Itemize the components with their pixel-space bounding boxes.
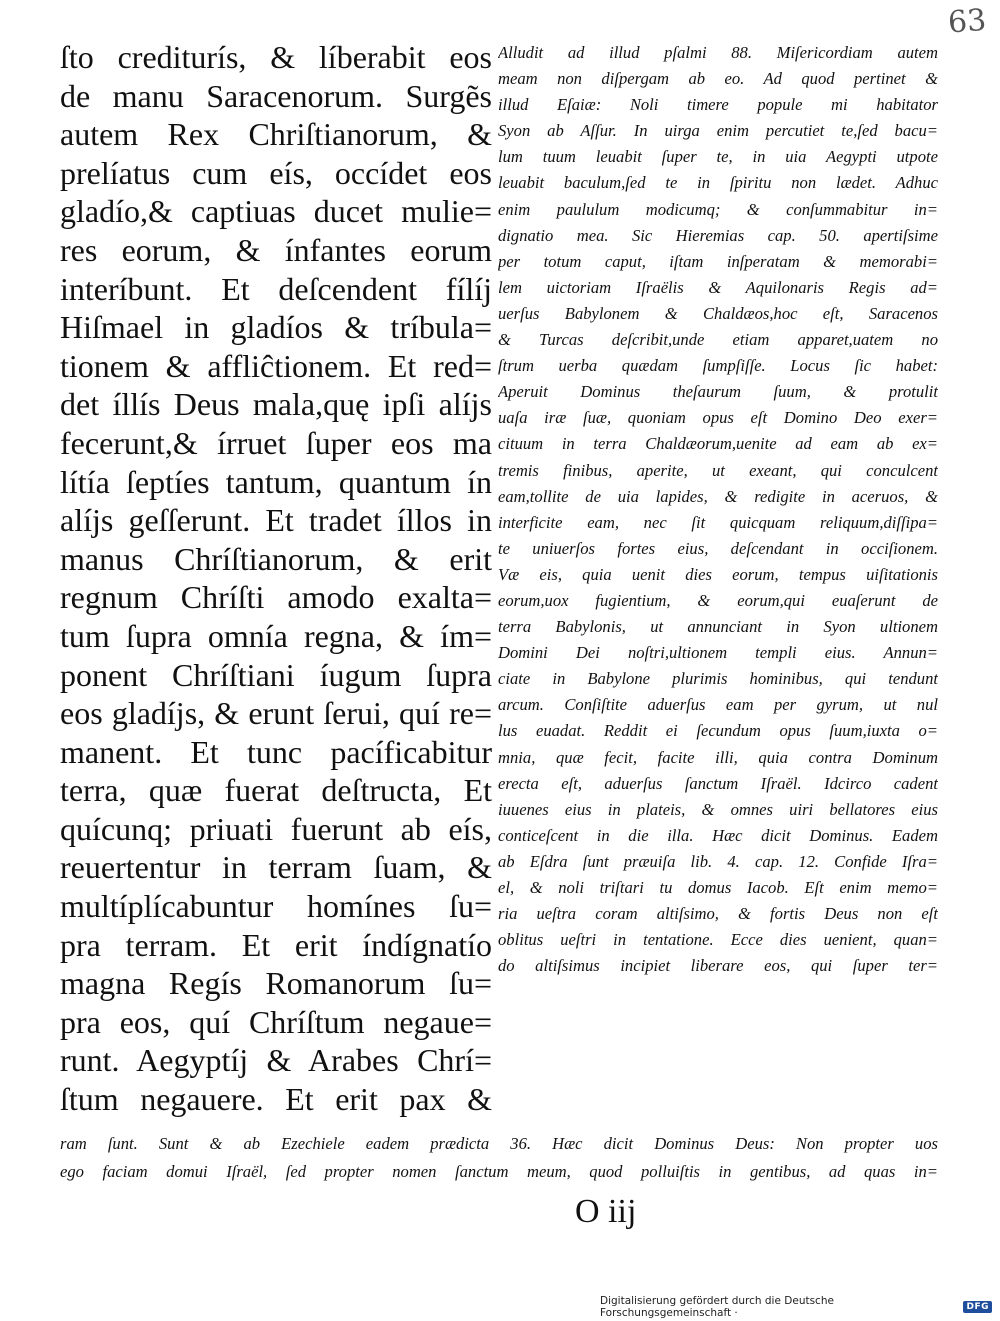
left-column-line: prelíatus cum eís, occídet eos [60,154,492,191]
left-column-line: autem Rex Chriſtianorum, & [60,116,492,153]
page-folio: 63 [946,2,988,41]
left-column-line: terra, quæ fuerat deſtructa, Et [60,772,492,809]
right-column-line: mnia, quæ fecit, facite illi, quia contra Dominum [498,747,938,767]
right-column-line: ciate in Babylone plurimis hominibus, qui tendunt [498,669,938,689]
right-column-line: dignatio mea. Sic Hieremias cap. 50. apertiſsime [498,225,938,245]
left-column-line: Hiſmael in gladíos & tríbula= [60,309,492,346]
dfg-logo-icon: DFG [963,1301,992,1313]
left-column-line: pra terram. Et erit índígnatío [60,926,492,963]
right-column-line: Alludit ad illud pſalmi 88. Miſericordiam autem [498,43,938,62]
left-column-line: ſtum negauere. Et erit pax & [60,1081,492,1118]
left-column-line: gladío,& captiuas ducet mulie= [60,193,492,230]
left-column-line: reuertentur in terram ſuam, & [60,849,492,886]
right-column-line: illud Eſaiæ: Noli timere popule mi habitator [498,95,938,115]
right-column-line: conticeſcent in die illa. Hæc dicit Dominus. Eadem [498,825,938,845]
left-column-line: alíjs geſſerunt. Et tradet íllos in [60,502,492,539]
left-column-line: magna Regís Romanorum ſu= [60,965,492,1002]
left-column-line: eos gladíjs, & erunt ſerui, quí re= [60,695,492,732]
signature-mark: O iij [575,1193,637,1230]
left-column-line: pra eos, quí Chríſtum negaue= [60,1003,492,1040]
bottom-text-line: ego faciam domui Iſraël, ſed propter nomen ſanctum meum, quod polluiſtis in gentibus, ad quas in= [60,1162,938,1181]
right-column-line: enim paululum modicumq; & conſummabitur in= [498,199,938,219]
left-column-line: manent. Et tunc pacíficabitur [60,733,492,770]
left-column-line: manus Chríſtianorum, & erit [60,540,492,577]
right-column-line: Domini Dei noſtri,ultionem templi eius. Annun= [498,643,938,663]
right-column-line: el, & noli triſtari tu domus Iacob. Eſt enim memo= [498,878,938,897]
bottom-text-line: ram ſunt. Sunt & ab Ezechiele eadem prædicta 36. Hæc dicit Dominus Deus: Non propter uos [60,1134,938,1153]
footer [600,1297,992,1317]
left-column-line: quícunq; priuati fuerunt ab eís, [60,810,492,847]
right-column-line: ſtrum uerba quædam ſumpſiſſe. Locus ſic habet: [498,356,938,376]
left-column-line: de manu Saracenorum. Surgẽs [60,77,492,114]
right-column [498,40,938,979]
right-column-line: uaſa iræ ſuæ, quoniam opus eſt Domino Deo exer= [498,408,938,428]
left-column-line: regnum Chríſti amodo exalta= [60,579,492,616]
right-column-line: uerſus Babylonem & Chaldæos,hoc eſt, Saracenos [498,303,938,323]
right-column-line: meam non diſpergam ab eo. Ad quod pertinet & [498,69,938,89]
right-column-line: ria ueſtra coram altiſsimo, & fortis Deus non eſt [498,904,938,924]
left-column-line: tionem & affliĉtionem. Et red= [60,347,492,384]
right-column-line: arcum. Conſiſtite aduerſus eam per gyrum, ut nul [498,695,938,715]
left-column-line: det íllís Deus mala,quę ipſi alíjs [60,386,492,423]
left-column-line: tum ſupra omnía regna, & ím= [60,617,492,654]
right-column-line: do altiſsimus incipiet liberare eos, qui ſuper ter= [498,956,938,976]
left-column-line: multíplícabuntur homínes ſu= [60,888,492,925]
footer-credit-text: Digitalisierung gefördert durch die Deutsche Forschungsgemeinschaft · [600,1295,834,1319]
right-column-line: terra Babylonis, ut annunciant in Syon ultionem [498,617,938,637]
right-column-line: per totum caput, iſtam inſperatam & memorabi= [498,251,938,271]
left-column-line: ponent Chríſtiani íugum ſupra [60,656,492,693]
right-column-line: Væ eis, quia uenit dies eorum, tempus uiſitationis [498,564,938,584]
left-column-line: lítía ſeptíes tantum, quantum ín [60,463,492,500]
right-column-line: lem uictoriam Iſraëlis & Aquilonaris Regis ad= [498,277,938,297]
right-column-line: interficite eam, nec ſit quicquam reliquum,diſſipa= [498,512,938,532]
right-column-line: eam,tollite de uia lapides, & redigite in aceruos, & [498,486,938,506]
right-column-line: cituum in terra Chaldæorum,uenite ad eam ab ex= [498,434,938,454]
right-column-line: ab Eſdra ſunt præuiſa lib. 4. cap. 12. Confide Iſra= [498,851,938,871]
right-column-line: Aperuit Dominus theſaurum ſuum, & protulit [498,382,938,402]
right-column-line: & Turcas deſcribit,unde etiam apparet,uatem no [498,330,938,350]
left-column-line: res eorum, & ínfantes eorum [60,231,492,268]
left-column-line: ſto crediturís, & líberabit eos [60,39,492,75]
right-column-line: lum tuum leuabit ſuper te, in uia Aegypti utpote [498,147,938,167]
right-column-line: te uniuerſos fortes eius, deſcendant in occiſionem. [498,538,938,558]
left-column-line: runt. Aegyptíj & Arabes Chrí= [60,1042,492,1079]
right-column-line: erecta eſt, aduerſus ſanctum Iſraël. Idcirco cadent [498,773,938,793]
left-column-line: interíbunt. Et deſcendent fílíj [60,270,492,307]
right-column-line: oblitus ueſtri in tentatione. Ecce dies uenient, quan= [498,930,938,950]
right-column-line: lus euadat. Reddit ei ſecundum opus ſuum,iuxta o= [498,721,938,741]
bottom-lines [60,1130,938,1186]
right-column-line: Syon ab Aſſur. In uirga enim percutiet te,ſed bacu= [498,121,938,141]
right-column-line: tremis finibus, aperite, ut exeant, qui conculcent [498,460,938,480]
right-column-line: iuuenes eius in plateis, & omnes uiri bellatores eius [498,799,938,819]
right-column-line: eorum,uox fugientium, & eorum,qui euaſerunt de [498,590,938,610]
left-column [60,38,492,1119]
left-column-line: fecerunt,& írruet ſuper eos ma [60,424,492,461]
right-column-line: leuabit baculum,ſed te in ſpiritu non lædet. Adhuc [498,173,938,193]
